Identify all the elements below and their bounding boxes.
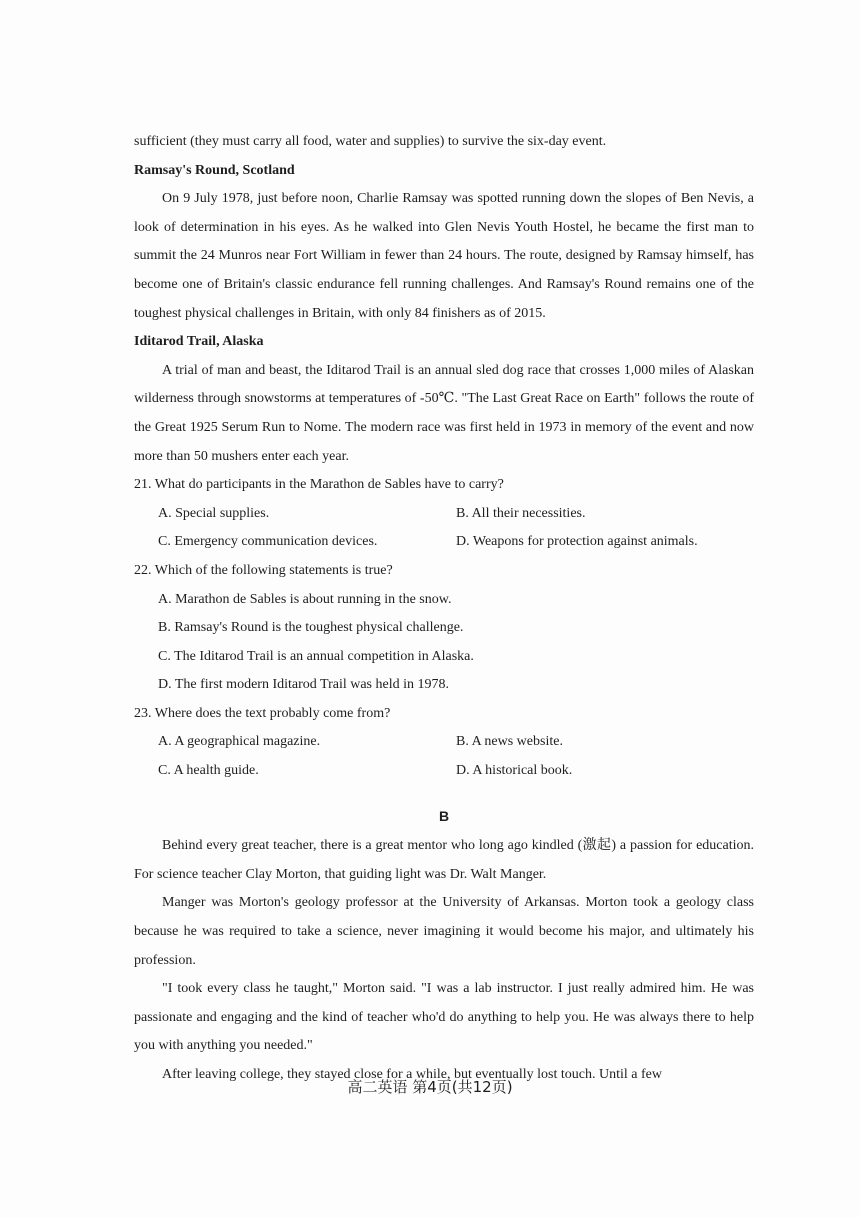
passage-b-paragraph: Behind every great teacher, there is a great mentor who long ago kindled (激起) a passion for education. For science teacher Clay Morton, that guiding light was Dr. Walt Manger. [134,838,754,882]
option-a: A. Special supplies. [158,505,270,521]
option-c: C. A health guide. [158,763,259,779]
option-a: A. A geographical magazine. [158,734,321,750]
option-a: A. Marathon de Sables is about running in the snow. [158,591,452,607]
option-b: B. Ramsay's Round is the toughest physical challenge. [158,620,464,636]
option-c: C. Emergency communication devices. [158,534,378,550]
option-row [134,757,754,786]
question-stem: 23. Where does the text probably come from? [134,705,391,721]
passage-b-letter: B [438,807,450,824]
option-c: C. The Iditarod Trail is an annual competition in Alaska. [158,648,474,664]
question-22 [134,557,754,700]
section-heading-ramsay: Ramsay's Round, Scotland [134,162,295,178]
question-stem: 21. What do participants in the Marathon de Sables have to carry? [134,477,504,493]
option-row [134,500,754,529]
section-body-ramsay: On 9 July 1978, just before noon, Charlie Ramsay was spotted running down the slopes of Ben Nevis, a look of determination in his eyes. As he walked into Glen Nevis Youth Hostel, he became the first man to summit the 24 Munros near Fort William in fewer than 24 hours. The route, designed by Ramsay himself, has become one of Britain's classic endurance fell running challenges. And Ramsay's Round remains one of the toughest physical challenges in Britain, with only 84 finishers as of 2015. [134,191,754,321]
question-stem: 22. Which of the following statements is true? [134,562,393,578]
page-footer: 高二英语 第4页(共12页) [347,1078,513,1096]
passage-b-paragraph: "I took every class he taught," Morton said. "I was a lab instructor. I just really admired him. He was passionate and engaging and the kind of teacher who'd do anything to help you. He was always there to help you with anything you needed." [134,981,754,1054]
option-b: B. A news website. [456,734,563,750]
question-21 [134,471,754,557]
passage-b-paragraph: After leaving college, they stayed close for a while, but eventually lost touch. Until a few [162,1067,662,1082]
page-content [134,128,754,1090]
option-d: D. A historical book. [456,763,573,779]
option-row [134,528,754,557]
option-row [134,728,754,757]
option-b: B. All their necessities. [456,505,586,521]
passage-b-paragraph: Manger was Morton's geology professor at the University of Arkansas. Morton took a geology class because he was required to take a science, never imagining it would become his major, and ultimately his profession. [134,895,754,968]
question-23 [134,700,754,786]
passage-a-intro: sufficient (they must carry all food, water and supplies) to survive the six-day event. [134,134,607,149]
section-heading-iditarod: Iditarod Trail, Alaska [134,334,264,350]
section-body-iditarod: A trial of man and beast, the Iditarod Trail is an annual sled dog race that crosses 1,000 miles of Alaskan wilderness through snowstorms at temperatures of -50℃. "The Last Great Race on Earth" follows the route of the Great 1925 Serum Run to Nome. The modern race was first held in 1973 in memory of the event and now more than 50 mushers enter each year. [134,362,754,464]
option-d: D. Weapons for protection against animals. [456,534,698,550]
option-d: D. The first modern Iditarod Trail was held in 1978. [158,677,449,693]
